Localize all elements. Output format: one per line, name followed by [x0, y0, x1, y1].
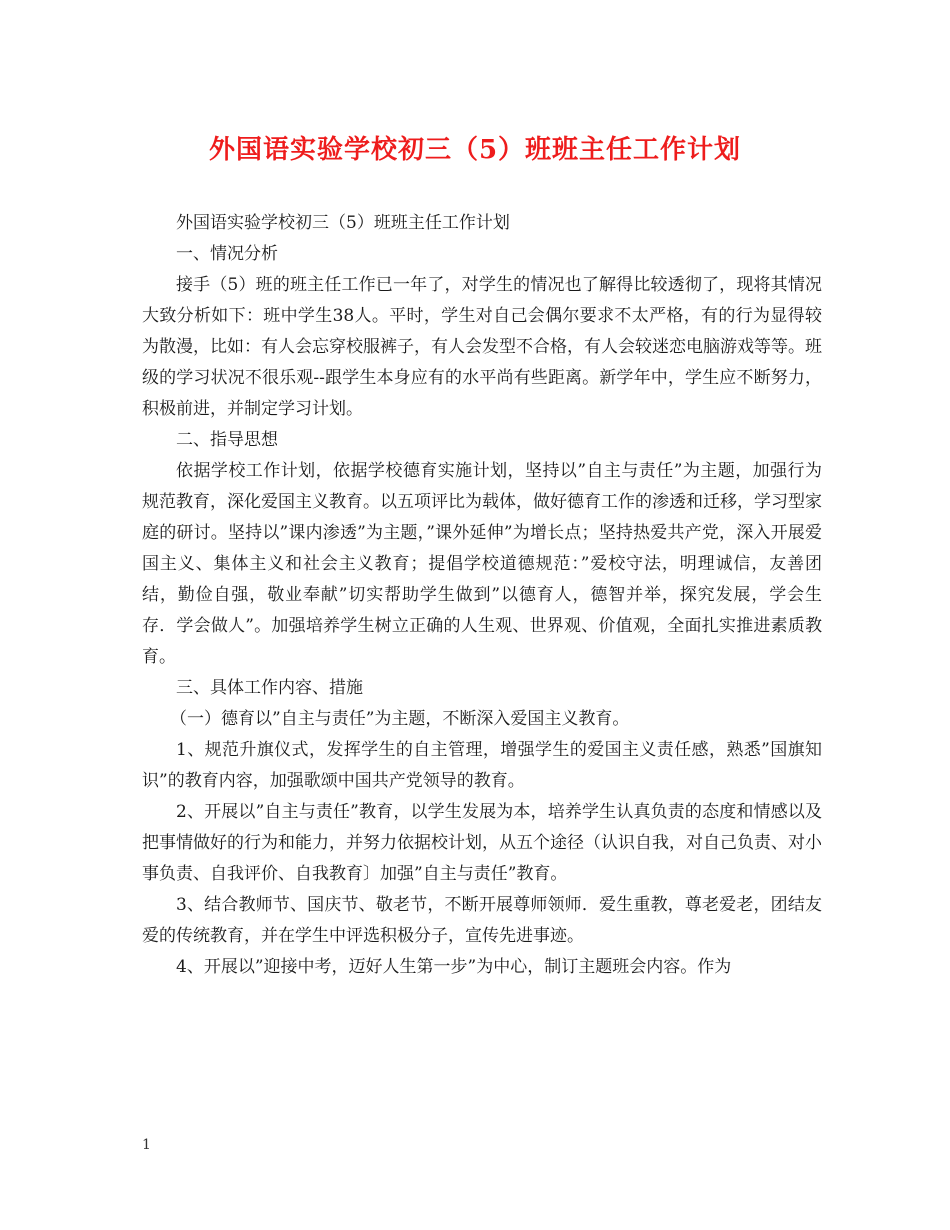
list-item-3: 3、结合教师节、国庆节、敬老节，不断开展尊师领师．爱生重教，尊老爱老，团结友爱的传统教育，并在学生中评选积极分子，宣传先进事迹。	[142, 895, 822, 946]
paragraph-guiding: 依据学校工作计划，依据学校德育实施计划，坚持以”自主与责任”为主题，加强行为规范教育，深化爱国主义教育。以五项评比为载体，做好德育工作的渗透和迁移，学习型家庭的研讨。坚持以”课内渗透”为主题，”课外延伸”为增长点；坚持热爱共产党，深入开展爱国主义、集体主义和社会主义教育；提倡学校道德规范：”爱校守法，明理诚信，友善团结，勤俭自强，敬业奉献”切实帮助学生做到”以德育人，德智并举，探究发展，学会生存．学会做人”。加强培养学生树立正确的人生观、世界观、价值观，全面扎实推进素质教育。	[142, 461, 822, 667]
section-heading-1: 一、情况分析	[176, 244, 278, 264]
section-heading-2: 二、指导思想	[176, 430, 278, 450]
subtitle-line: 外国语实验学校初三（5）班班主任工作计划	[176, 213, 510, 233]
page-number: 1	[142, 1137, 151, 1153]
list-item-1: 1、规范升旗仪式，发挥学生的自主管理，增强学生的爱国主义责任感，熟悉”国旗知识”的教育内容，加强歌颂中国共产党领导的教育。	[142, 740, 822, 791]
document-title: 外国语实验学校初三（5）班班主任工作计划	[208, 135, 742, 165]
list-item-2: 2、开展以”自主与责任”教育，以学生发展为本，培养学生认真负责的态度和情感以及把事情做好的行为和能力，并努力依据校计划，从五个途径（认识自我，对自己负责、对小事负责、自我评价、自我教育〕加强”自主与责任”教育。	[142, 802, 822, 884]
list-item-4: 4、开展以”迎接中考，迈好人生第一步”为中心，制订主题班会内容。作为	[176, 957, 732, 977]
paragraph-situation: 接手（5）班的班主任工作已一年了，对学生的情况也了解得比较透彻了，现将其情况大致分析如下：班中学生38人。平时，学生对自己会偶尔要求不太严格，有的行为显得较为散漫，比如：有人会忘穿校服裤子，有人会发型不合格，有人会较迷恋电脑游戏等等。班级的学习状况不很乐观--跟学生本身应有的水平尚有些距离。新学年中，学生应不断努力，积极前进，并制定学习计划。	[142, 275, 822, 419]
document-body	[142, 208, 822, 983]
section-heading-3: 三、具体工作内容、措施	[176, 678, 363, 698]
subsection-heading-1: （一）德育以”自主与责任”为主题，不断深入爱国主义教育。	[170, 709, 630, 729]
